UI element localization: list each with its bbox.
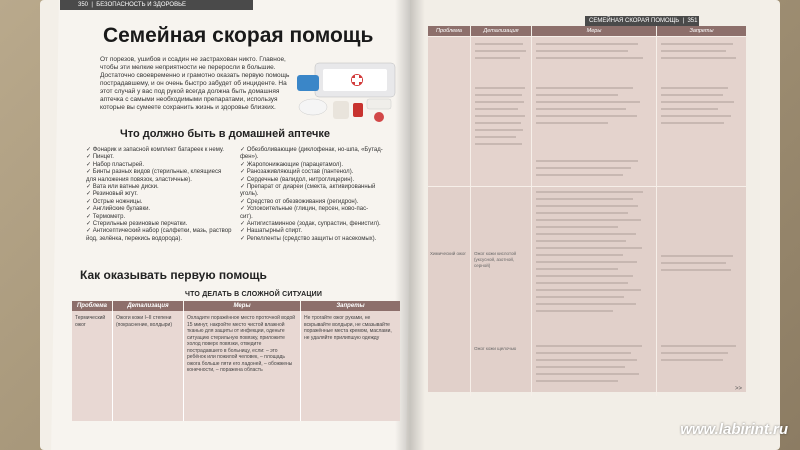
list-item: ✓ Стерильные резиновые перчатки. (86, 221, 188, 228)
left-running-header: 350 | БЕЗОПАСНОСТЬ И ЗДОРОВЬЕ (60, 0, 253, 10)
kit-list-left (86, 147, 231, 243)
list-item: ✓ Острые ножницы. (86, 198, 143, 205)
right-running-header: СЕМЕЙНАЯ СКОРАЯ ПОМОЩЬ | 351 (585, 16, 699, 26)
list-item: ✓ Средство от обезвоживания (регидрон). (240, 198, 359, 205)
table-cell: Не трогайте ожог руками, не вскрывайте волдыри, не смазывайте поражённые места кремом, маслами, не удаляйте прилипшую одежду (304, 315, 392, 341)
table-header: Проблема (72, 301, 112, 311)
table-cell: Ожог кожи кислотой (уксусной, азотной, серной) (474, 251, 516, 268)
list-item: уголь). (240, 191, 259, 198)
list-item: ✓ Ранозаживляющий состав (пантенол). (240, 169, 354, 176)
first-aid-kit-illustration (295, 55, 400, 130)
list-item: ✓ Пинцет. (86, 154, 114, 161)
list-item: ✓ Вата или ватные диски. (86, 184, 159, 191)
list-item: ✓ Успокоительные (глицин, персен, ново-пас- (240, 206, 369, 213)
intro-paragraph: От порезов, ушибов и ссадин не застрахован никто. Главное, чтобы эти мелкие неприятности не переросли в большие. Достаточно своевременно и грамотно оказать первую помощь пострадавшему, и он очень быстро забудет об инциденте. На этот случай у вас под рукой всегда должна быть домашняя аптечка с самыми необходимыми препаратами, используя которые вы сумеете сохранить жизнь и здоровье близких. (100, 56, 290, 111)
table-title: ЧТО ДЕЛАТЬ В СЛОЖНОЙ СИТУАЦИИ (185, 291, 323, 298)
list-item: ✓ Обезболивающие (диклофенак, но-шпа, «Бутад- (240, 147, 383, 153)
list-item: сит). (240, 213, 253, 220)
kit-list-right (240, 147, 383, 243)
table-divider (300, 311, 301, 421)
right-page-number: 351 (687, 18, 698, 24)
list-item: фен»). (240, 154, 259, 161)
list-item: ✓ Жаропонижающие (парацетамол). (240, 161, 343, 168)
watermark: www.labirint.ru (680, 421, 788, 438)
left-header-text: БЕЗОПАСНОСТЬ И ЗДОРОВЬЕ (96, 2, 187, 8)
list-item: ✓ Резиновый жгут. (86, 191, 138, 198)
section-title-kit: Что должно быть в домашней аптечке (120, 128, 331, 140)
list-item: ✓ Нашатырный спирт. (240, 228, 302, 235)
table-header: Меры (184, 301, 300, 311)
page-title: Семейная скорая помощь (103, 24, 374, 47)
faint-text-lines (428, 26, 746, 396)
list-item: для наложения повязок, эластичные). (86, 176, 192, 183)
list-item: ✓ Набор пластырей. (86, 161, 144, 168)
list-item: ✓ Фонарик и запасной комплект батареек к нему. (86, 147, 224, 153)
table-divider (112, 311, 113, 421)
table-cell: Ожог кожи щелочью (474, 346, 517, 351)
next-page-arrow: >> (735, 386, 743, 392)
table-header: Проблема (428, 26, 470, 36)
list-item: ✓ Термометр. (86, 213, 126, 220)
list-item: ✓ Антисептический набор (салфетки, мазь, раствор (86, 228, 232, 235)
list-item: йод, зелёнка, перекись водорода). (86, 235, 183, 242)
list-item: ✓ Антигистаминное (зодак, супрастин, фенистил). (240, 221, 381, 228)
table-header: Запреты (657, 26, 746, 36)
table-cell: Термический ожог (75, 315, 106, 328)
list-item: ✓ Препарат от диареи (смекта, активированный (240, 184, 376, 191)
list-item: ✓ Репелленты (средство защиты от насекомых). (240, 235, 377, 242)
table-cell: Охладите поражённое место проточной водой 15 минут, накройте место чистой влажной тканью для защиты от инфекции, оденьте ситуацию стерильную повязку, приложите холод поверх повязки, отведите пострадавшего в больницу, если: – это ребёнок или пожилой человек, – площадь ожога больше пяти его ладоней, – обожжены конечности, – поражена область (187, 315, 296, 373)
table-header: Детализация (471, 26, 531, 36)
list-item: ✓ Бинты разных видов (стерильные, клеящиеся (86, 169, 222, 176)
list-item: ✓ Сердечные (валидол, нитроглицерин). (240, 176, 355, 183)
first-aid-table (72, 301, 400, 421)
left-page-number: 350 (78, 2, 89, 8)
table-header: Запреты (301, 301, 400, 311)
table-header: Меры (532, 26, 656, 36)
table-header: Детализация (113, 301, 183, 311)
list-item: ✓ Английские булавки. (86, 206, 151, 213)
right-page-table (428, 26, 746, 396)
section-title-first-aid: Как оказывать первую помощь (80, 268, 267, 282)
table-cell: Ожоги кожи I–II степени (покраснение, волдыри) (116, 315, 172, 328)
right-header-text: СЕМЕЙНАЯ СКОРАЯ ПОМОЩЬ (589, 18, 680, 24)
table-divider (183, 311, 184, 421)
table-cell: Химический ожог (430, 251, 467, 256)
